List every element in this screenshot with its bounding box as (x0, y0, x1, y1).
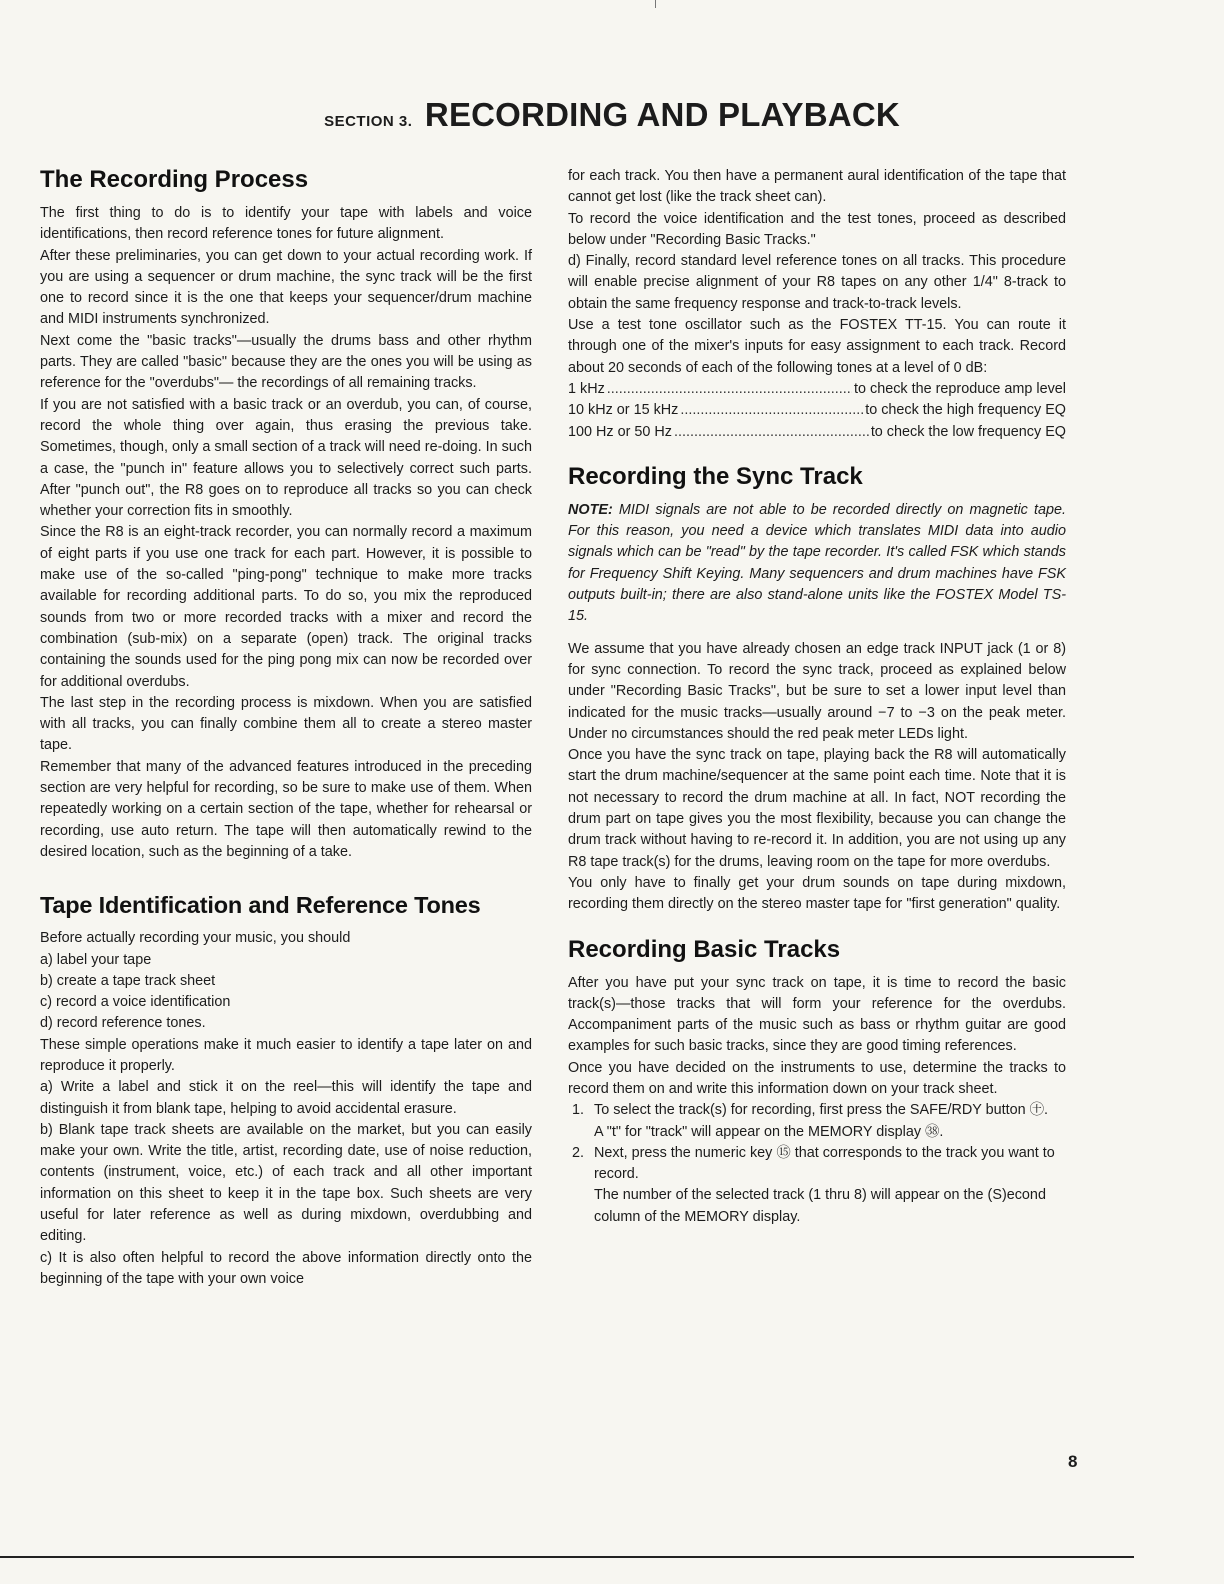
step-text: Next, press the numeric key ⑮ that corresponds to the track you want to record. (594, 1144, 1055, 1183)
heading-sync-track: Recording the Sync Track (568, 462, 863, 490)
tone-purpose: to check the low frequency EQ (870, 423, 1066, 440)
step-number: 2. (572, 1144, 585, 1161)
list-item: d) record reference tones. (40, 1015, 206, 1032)
step-list (568, 1100, 1066, 1228)
paragraph: Use a test tone oscillator such as the FOSTEX TT-15. You can route it through one of the mixer's inputs for easy assignment to each track. Record about 20 seconds of each of the following tones at a level of 0 dB: (568, 317, 1066, 376)
tone-purpose: to check the reproduce amp level (854, 380, 1066, 397)
tone-frequency: 1 kHz (568, 380, 605, 397)
tone-row (568, 422, 1066, 443)
heading-recording-process: The Recording Process (40, 166, 309, 193)
list-item: a) label your tape (40, 951, 152, 968)
paragraph: for each track. You then have a permanent aural identification of the tape that cannot get lost (like the track sheet can). (568, 168, 1066, 206)
paragraph: Before actually recording your music, you should (40, 930, 351, 947)
paragraph: Once you have the sync track on tape, playing back the R8 will automatically start the drum machine/sequencer at the same point each time. Note that it is not necessary to record the drum machine at all. In fact, NOT recording the drum part on tape gives you the most flexibility, because you can change the drum track without having to re-record it. In addition, you are not using up any R8 tape track(s) for the drums, leaving room on the tape for more overdubs. (568, 747, 1066, 870)
paragraph: b) Blank tape track sheets are available on the market, but you can easily make your own. Write the title, artist, recording date, use of noise reduction, contents (instrument, voice, etc.) of each track and all other important information on this sheet to keep it in the tape box. Such sheets are very useful for later reference as well as during mixdown, overdubbing and editing. (40, 1121, 532, 1245)
note-label: NOTE: (568, 501, 613, 518)
paragraph: The last step in the recording process is mixdown. When you are satisfied with all tracks, you can finally combine them all to create a stereo master tape. (40, 694, 532, 754)
step-item (568, 1143, 1066, 1228)
tone-row (568, 400, 1066, 421)
left-column (40, 166, 532, 1290)
crop-mark (655, 0, 656, 8)
note-text: MIDI signals are not able to be recorded directly on magnetic tape. For this reason, you need a device which translates MIDI data into audio signals which can be "read" by the tape recorder. It's called FSK which stands for Frequency Shift Keying. Many sequencers and drum machines have FSK outputs built-in; there are also stand-alone units like the FOSTEX Model TS-15. (568, 501, 1066, 625)
paragraph: a) Write a label and stick it on the reel—this will identify the tape and distinguish it from blank tape, helping to avoid accidental erasure. (40, 1079, 532, 1117)
page-title (0, 96, 1224, 134)
paragraph: The first thing to do is to identify your tape with labels and voice identifications, then record reference tones for future alignment. (40, 205, 532, 243)
tone-row (568, 379, 1066, 400)
leader-dots (607, 379, 852, 400)
note-block (568, 500, 1066, 628)
heading-tape-identification: Tape Identification and Reference Tones (40, 892, 481, 919)
paragraph: c) It is also often helpful to record the above information directly onto the beginning of the tape with your own voice (40, 1249, 532, 1287)
step-subtext: The number of the selected track (1 thru 8) will appear on the (S)econd column of the MEMORY display. (594, 1187, 1046, 1225)
paragraph: You only have to finally get your drum sounds on tape during mixdown, recording them directly on the stereo master tape for "first generation" quality. (568, 874, 1066, 913)
step-text: To select the track(s) for recording, first press the SAFE/RDY button ㊉. (594, 1102, 1049, 1119)
page-number: 8 (1068, 1452, 1078, 1471)
paragraph: If you are not satisfied with a basic track or an overdub, you can, of course, record the whole thing over again, thus erasing the previous take. Sometimes, though, only a small section of a track will need re-doing. In such a case, the "punch in" feature allows you to selectively correct such parts. After "punch out", the R8 goes on to reproduce all tracks so you can check whether your correction fits in smoothly. (40, 396, 532, 520)
paragraph: d) Finally, record standard level reference tones on all tracks. This procedure will enable precise alignment of your R8 tapes on any other 1/4" 8-track to obtain the same frequency response and track-to-track levels. (568, 253, 1066, 312)
step-number: 1. (572, 1102, 585, 1119)
paragraph: Next come the "basic tracks"—usually the drums bass and other rhythm parts. They are called "basic" because they are the ones you will be using as reference for the "overdubs"— the recordings of all remaining tracks. (40, 332, 532, 392)
list-item: c) record a voice identification (40, 994, 231, 1011)
leader-dots (680, 400, 863, 421)
step-item (568, 1100, 1066, 1143)
paragraph: To record the voice identification and the test tones, proceed as described below under "Recording Basic Tracks." (568, 210, 1066, 248)
section-title: RECORDING AND PLAYBACK (424, 96, 900, 133)
section-label: SECTION 3. (324, 113, 413, 130)
tone-purpose: to check the high frequency EQ (865, 402, 1066, 419)
paragraph: Remember that many of the advanced features introduced in the preceding section are very helpful for recording, so be sure to make use of them. When repeatedly working on a certain section of the tape, whether for rehearsal or recording, use auto return. The tape will then automatically rewind to the desired location, such as the beginning of a take. (40, 758, 532, 860)
right-column (568, 166, 1066, 1228)
list-item: b) create a tape track sheet (40, 972, 216, 989)
bottom-rule (0, 1556, 1134, 1558)
paragraph: Once you have decided on the instruments to use, determine the tracks to record them on and write this information down on your track sheet. (568, 1059, 1066, 1097)
leader-dots (674, 422, 869, 443)
step-subtext: A "t" for "track" will appear on the MEMORY display ㊳. (594, 1123, 944, 1140)
tone-frequency: 10 kHz or 15 kHz (568, 402, 679, 419)
paragraph: Since the R8 is an eight-track recorder, you can normally record a maximum of eight parts if you use one track for each part. However, it is possible to make use of the so-called "ping-pong" technique to make more tracks available for recording additional parts. To do so, you mix the reproduced sounds from two or more recorded tracks with a mixer and record the combination (sub-mix) on a separate (open) track. The original tracks containing the sounds used for the ping pong mix can now be recorded over for additional overdubs. (40, 524, 532, 690)
tone-frequency: 100 Hz or 50 Hz (568, 423, 672, 440)
heading-basic-tracks: Recording Basic Tracks (568, 935, 841, 963)
paragraph: After you have put your sync track on tape, it is time to record the basic track(s)—those tracks that will form your reference for the overdubs. Accompaniment parts of the music such as bass or rhythm guitar are good examples for such basic tracks, since they are good timing references. (568, 974, 1066, 1055)
paragraph: These simple operations make it much easier to identify a tape later on and reproduce it properly. (40, 1036, 532, 1074)
paragraph: After these preliminaries, you can get down to your actual recording work. If you are using a sequencer or drum machine, the sync track will be the first one to record since it is the one that keeps your sequencer/drum machine and MIDI instruments synchronized. (40, 247, 532, 328)
paragraph: We assume that you have already chosen an edge track INPUT jack (1 or 8) for sync connection. To record the sync track, proceed as explained below under "Recording Basic Tracks", but be sure to set a lower input level than indicated for the music tracks—usually around −7 to −3 on the peak meter. Under no circumstances should the red peak meter LEDs light. (568, 640, 1066, 742)
